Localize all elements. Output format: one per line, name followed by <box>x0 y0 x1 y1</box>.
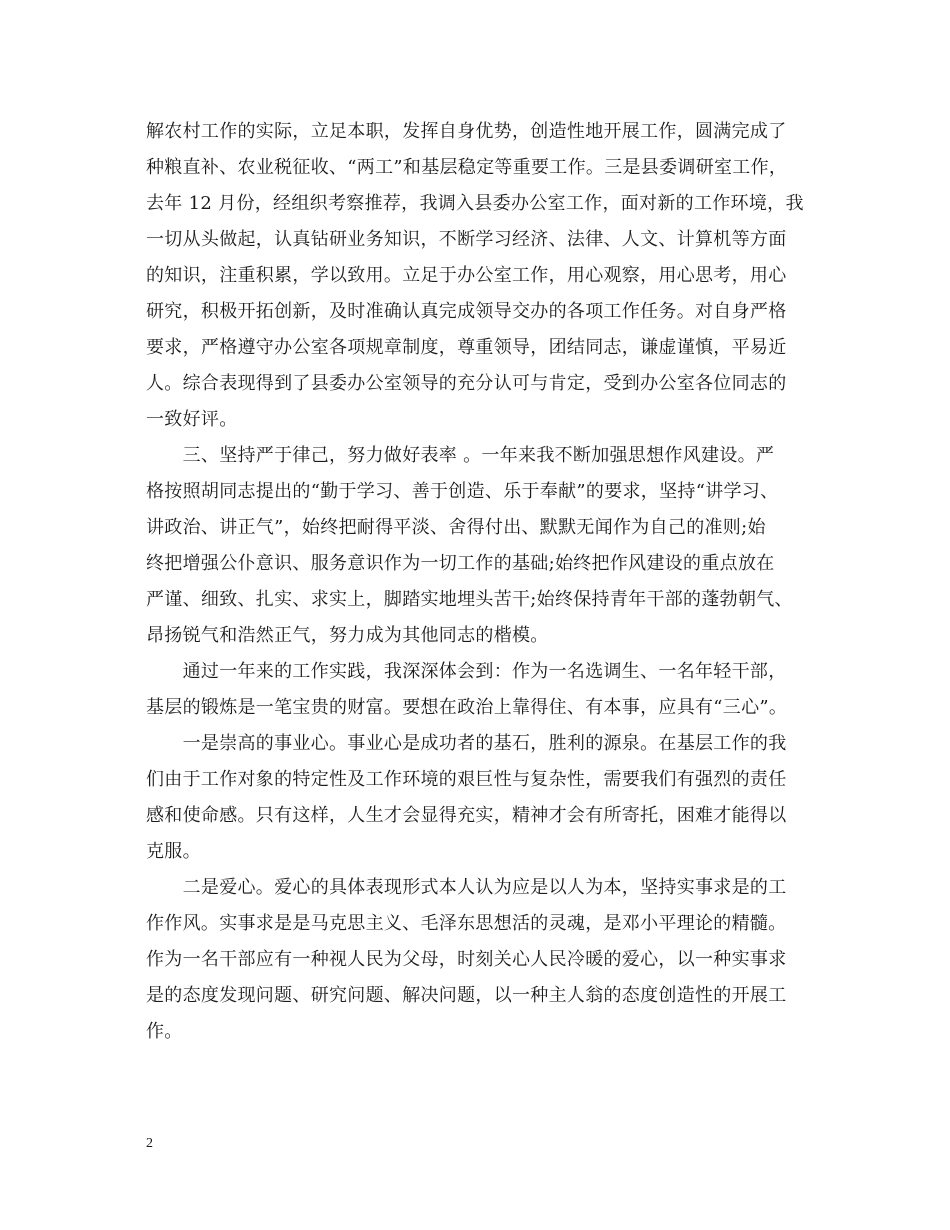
text-line: 格按照胡同志提出的“勤于学习、善于创造、乐于奉献”的要求，坚持“讲学习、 <box>146 481 779 502</box>
text-line: 要求，严格遵守办公室各项规章制度，尊重领导，团结同志，谦虚谨慎，平易近 <box>146 337 787 358</box>
text-line: 一致好评。 <box>146 409 238 430</box>
text-line: 终把增强公仆意识、服务意识作为一切工作的基础;始终把作风建设的重点放在 <box>146 553 775 574</box>
text-line: 一切从头做起，认真钻研业务知识，不断学习经济、法律、人文、计算机等方面 <box>146 229 787 250</box>
text-line: 昂扬锐气和浩然正气，努力成为其他同志的楷模。 <box>146 625 549 646</box>
text-line: 通过一年来的工作实践，我深深体会到：作为一名选调生、一名年轻干部， <box>146 661 787 682</box>
text-line: 作为一名干部应有一种视人民为父母，时刻关心人民冷暖的爱心，以一种实事求 <box>146 949 787 970</box>
text-line: 是的态度发现问题、研究问题、解决问题，以一种主人翁的态度创造性的开展工 <box>146 985 787 1006</box>
text-line: 一是崇高的事业心。事业心是成功者的基石，胜利的源泉。在基层工作的我 <box>146 733 787 754</box>
text-line: 作作风。实事求是是马克思主义、毛泽东思想活的灵魂，是邓小平理论的精髓。 <box>146 913 787 934</box>
text-line: 克服。 <box>146 841 201 862</box>
text-line: 三、坚持严于律己，努力做好表率 。一年来我不断加强思想作风建设。严 <box>146 445 775 466</box>
text-line: 基层的锻炼是一笔宝贵的财富。要想在政治上靠得住、有本事，应具有“三心”。 <box>146 697 788 718</box>
text-line: 感和使命感。只有这样，人生才会显得充实，精神才会有所寄托，困难才能得以 <box>146 805 787 826</box>
text-line: 严谨、细致、扎实、求实上，脚踏实地埋头苦干;始终保持青年干部的蓬勃朝气、 <box>146 589 793 610</box>
page-number: 2 <box>146 1136 153 1151</box>
text-line: 们由于工作对象的特定性及工作环境的艰巨性与复杂性，需要我们有强烈的责任 <box>146 769 787 790</box>
text-line: 讲政治、讲正气”，始终把耐得平淡、舍得付出、默默无闻作为自己的准则;始 <box>146 517 766 538</box>
text-line: 解农村工作的实际，立足本职，发挥自身优势，创造性地开展工作，圆满完成了 <box>146 121 787 142</box>
text-line: 人。综合表现得到了县委办公室领导的充分认可与肯定，受到办公室各位同志的 <box>146 373 787 394</box>
text-line: 研究，积极开拓创新，及时准确认真完成领导交办的各项工作任务。对自身严格 <box>146 301 787 322</box>
text-line: 二是爱心。爱心的具体表现形式本人认为应是以人为本，坚持实事求是的工 <box>146 877 787 898</box>
text-line: 种粮直补、农业税征收、“两工”和基层稳定等重要工作。三是县委调研室工作， <box>146 157 788 178</box>
text-line: 的知识，注重积累，学以致用。立足于办公室工作，用心观察，用心思考，用心 <box>146 265 787 286</box>
text-line: 去年 12 月份，经组织考察推荐，我调入县委办公室工作，面对新的工作环境，我 <box>146 193 804 214</box>
text-line: 作。 <box>146 1021 183 1042</box>
